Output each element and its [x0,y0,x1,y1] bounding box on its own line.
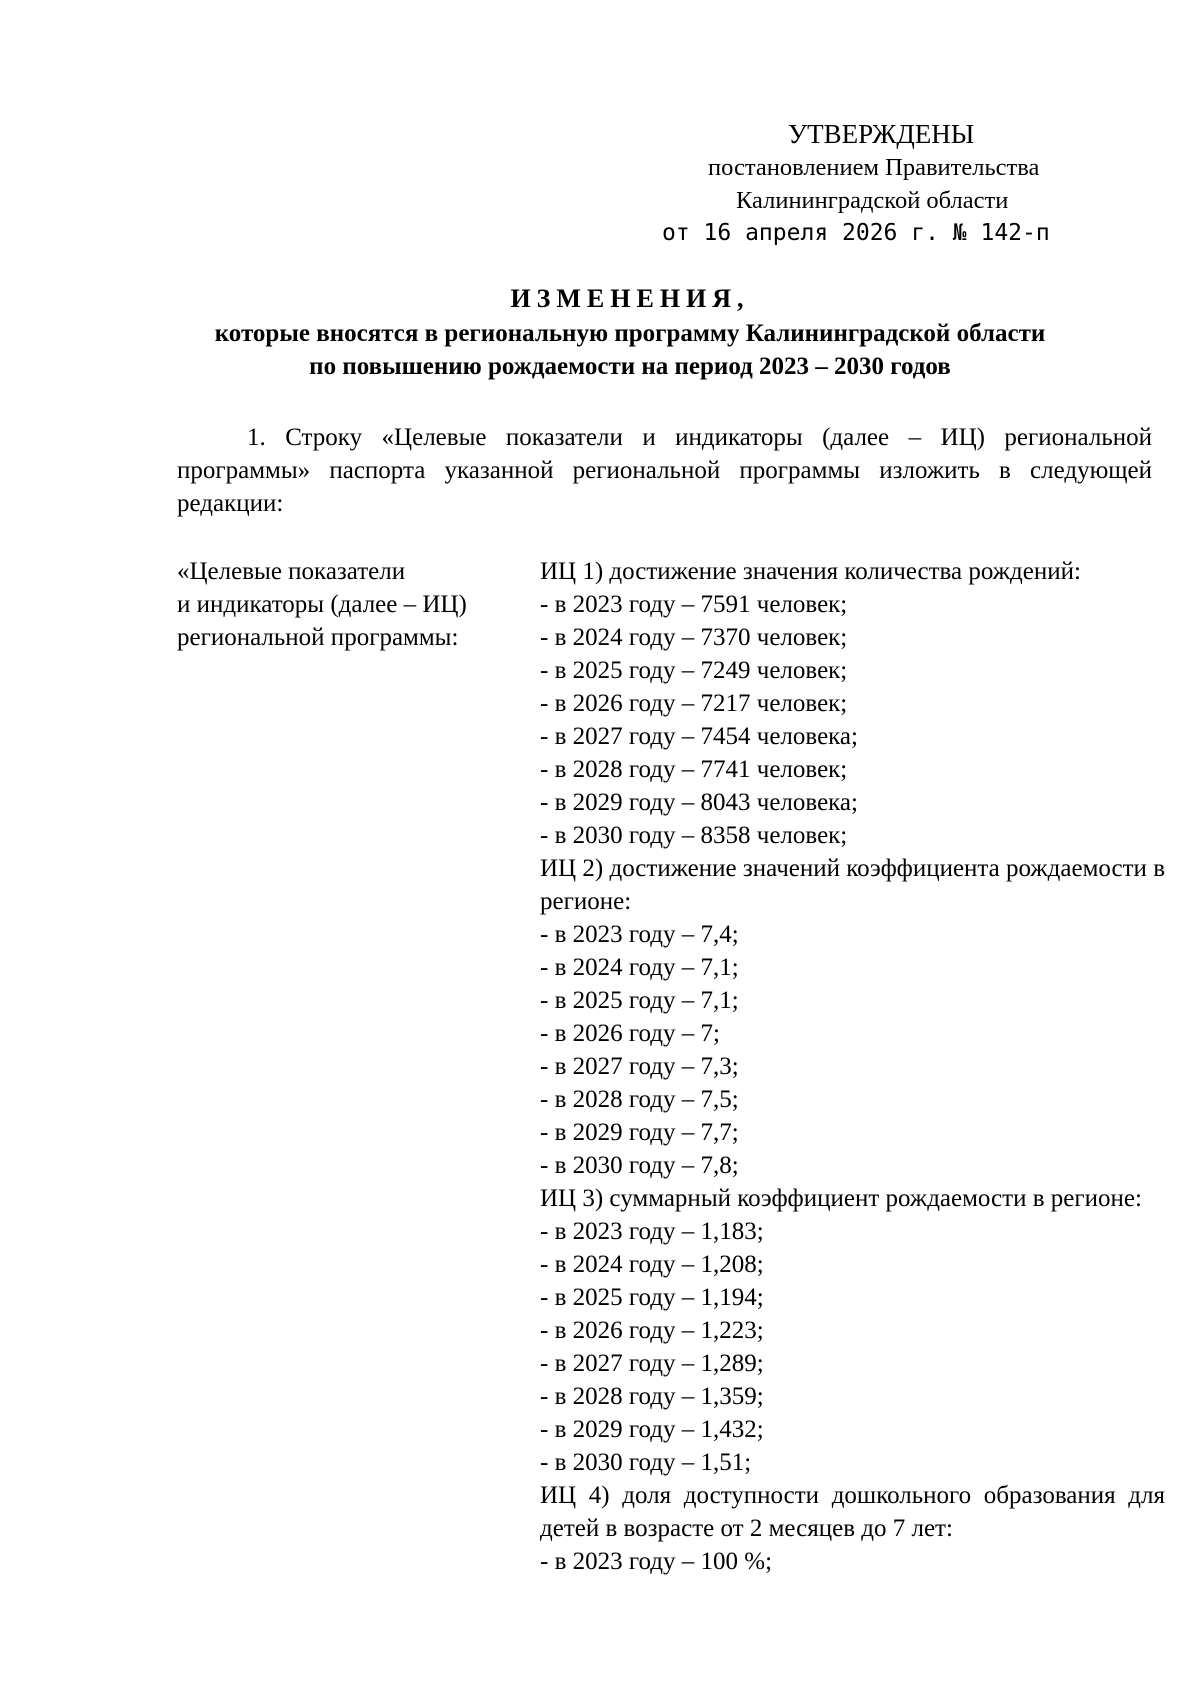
indicator-item: - в 2024 году – 7,1; [540,954,739,981]
title-line-3: по повышению рождаемости на период 2023 – 2030 годов [309,353,951,380]
indicator-item: - в 2023 году – 100 %; [540,1548,773,1575]
indicator-item: - в 2030 году – 1,51; [540,1449,752,1476]
indicator-item: - в 2030 году – 7,8; [540,1152,739,1179]
indicator-item: - в 2026 году – 1,223; [540,1317,764,1344]
indicator-item: - в 2027 году – 1,289; [540,1350,764,1377]
row-label-line: «Целевые показатели [177,558,406,585]
indicator-title: ИЦ 1) достижение значения количества рождений: [540,558,1081,585]
indicator-item: - в 2025 году – 7249 человек; [540,657,848,684]
indicator-title: ИЦ 3) суммарный коэффициент рождаемости в регионе: [540,1185,1142,1212]
indicator-item: - в 2026 году – 7217 человек; [540,690,848,717]
indicator-title: ИЦ 4) доля доступности дошкольного образования для детей в возрасте от 2 месяцев до 7 лет: [540,1482,1165,1542]
indicator-item: - в 2029 году – 7,7; [540,1119,739,1146]
document-title [120,281,1140,383]
indicator-title: ИЦ 2) достижение значений коэффициента рождаемости в регионе: [540,855,1165,915]
indicator-item: - в 2026 году – 7; [540,1020,720,1047]
indicator-item: - в 2029 году – 8043 человека; [540,789,858,816]
intro-paragraph [177,421,1152,520]
approved-region: Калининградской области [736,187,1009,214]
intro-text: 1. Строку «Целевые показатели и индикаторы (далее – ИЦ) региональной программы» паспорта указанной региональной программы изложить в следующей редакции: [177,424,1152,517]
approved-label: УТВЕРЖДЕНЫ [788,119,975,149]
row-label-line: и индикаторы (далее – ИЦ) [177,591,467,618]
indicator-item: - в 2024 году – 1,208; [540,1251,764,1278]
title-heading: ИЗМЕНЕНИЯ, [510,284,750,313]
indicator-item: - в 2023 году – 7,4; [540,921,739,948]
approved-by: постановлением Правительства [708,154,1040,181]
indicator-item: - в 2023 году – 7591 человек; [540,591,848,618]
indicator-item: - в 2027 году – 7,3; [540,1053,739,1080]
indicator-item: - в 2028 году – 7741 человек; [540,756,848,783]
indicator-item: - в 2024 году – 7370 человек; [540,624,848,651]
indicator-item: - в 2025 году – 7,1; [540,987,739,1014]
indicator-item: - в 2028 году – 1,359; [540,1383,764,1410]
row-label-line: региональной программы: [177,624,459,651]
approved-date-number: от 16 апреля 2026 г. № 142-п [662,220,1050,246]
indicator-item: - в 2027 году – 7454 человека; [540,723,858,750]
approval-stamp [662,118,1120,250]
title-line-2: которые вносятся в региональную программу Калининградской области [214,320,1046,347]
indicator-item: - в 2023 году – 1,183; [540,1218,764,1245]
indicator-item: - в 2028 году – 7,5; [540,1086,739,1113]
row-label [177,555,517,654]
indicators-list [540,555,1165,1578]
indicator-item: - в 2030 году – 8358 человек; [540,822,848,849]
indicator-item: - в 2025 году – 1,194; [540,1284,764,1311]
indicator-item: - в 2029 году – 1,432; [540,1416,764,1443]
